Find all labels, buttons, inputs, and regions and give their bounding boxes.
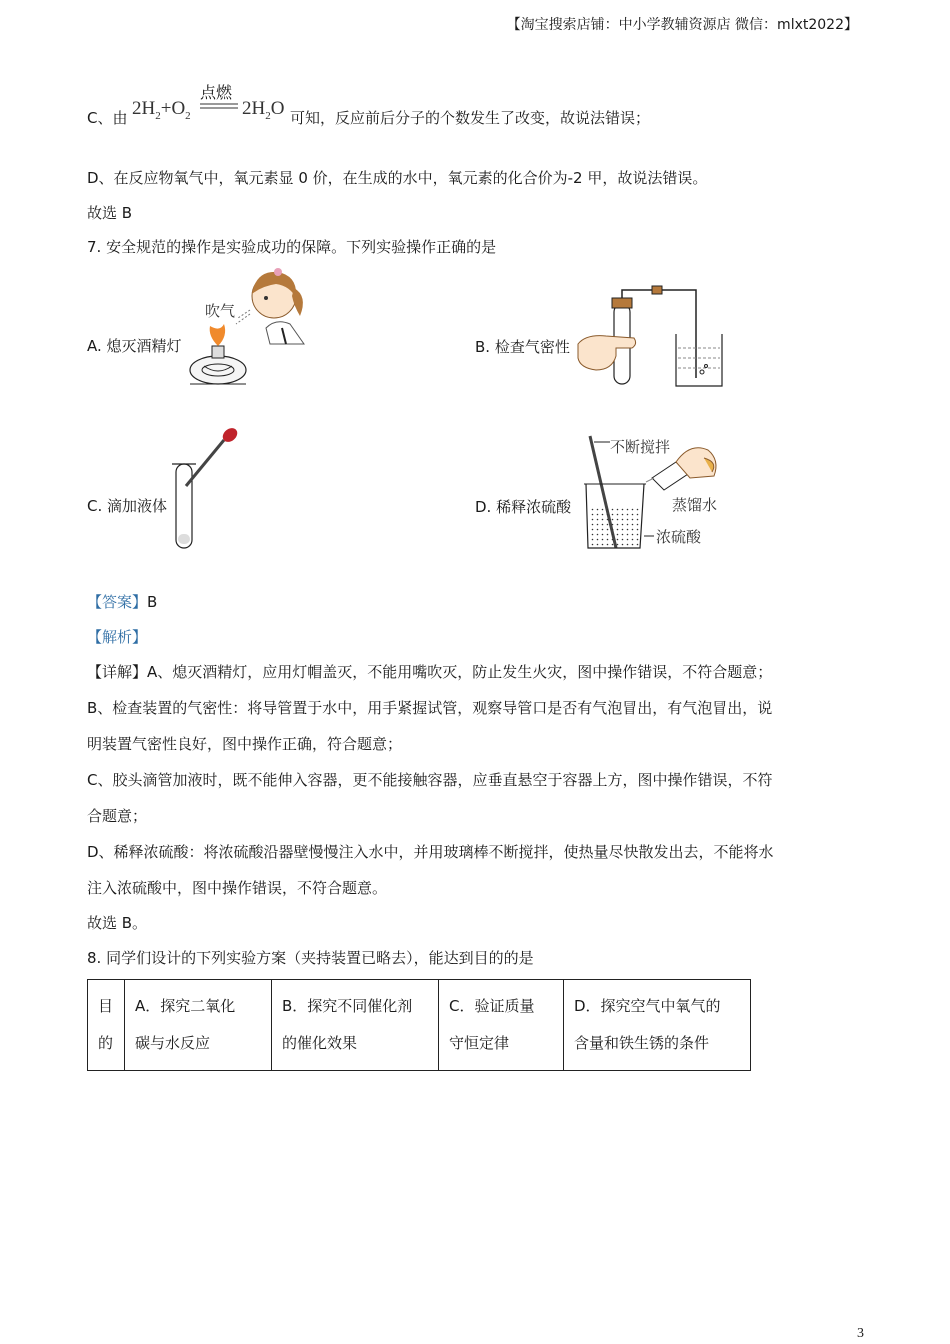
table-cell-a: A．探究二氧化 碳与水反应	[125, 980, 272, 1071]
q8-options-table	[87, 979, 751, 1071]
page-number: 3	[857, 1326, 864, 1341]
q6-option-c-prefix: C、由	[87, 109, 128, 127]
answer-value: B	[147, 593, 158, 611]
q6-option-c-suffix: 可知，反应前后分子的个数发生了改变，故说法错误；	[290, 109, 651, 127]
detail-a: 【详解】A、熄灭酒精灯，应用灯帽盖灭，不能用嘴吹灭，防止发生火灾，图中操作错误，不符合题意；	[87, 663, 773, 681]
dropper-figure	[168, 426, 243, 551]
detail-d-line2: 注入浓硫酸中，图中操作错误，不符合题意。	[87, 879, 388, 897]
equation-condition: 点燃	[200, 83, 233, 102]
table-cell-b: B．探究不同催化剂 的催化效果	[272, 980, 439, 1071]
equation-right: $2H_2O$	[242, 98, 285, 122]
q7-stem: 7. 安全规范的操作是实验成功的保障。下列实验操作正确的是	[87, 238, 497, 256]
q6-option-d: D、在反应物氧气中，氧元素显 0 价，在生成的水中，氧元素的化合价为-2 甲，故说法错误。	[87, 169, 708, 187]
answer-line	[87, 592, 157, 612]
detail-d-line1: D、稀释浓硫酸：将浓硫酸沿器壁慢慢注入水中，并用玻璃棒不断搅拌，使热量尽快散发出去，不能将水	[87, 843, 774, 861]
concentrated-acid-label: 浓硫酸	[656, 528, 702, 546]
table-cell-d: D．探究空气中氧气的 含量和铁生锈的条件	[564, 980, 751, 1071]
table-cell-c: C．验证质量 守恒定律	[439, 980, 564, 1071]
page-header: 【淘宝搜索店铺：中小学教辅资源店 微信：mlxt2022】	[506, 17, 858, 33]
q7-option-c-label: C. 滴加液体	[87, 497, 168, 515]
chemical-equation	[132, 80, 292, 130]
airtightness-check-figure	[576, 282, 726, 390]
q7-option-a-label: A. 熄灭酒精灯	[87, 337, 182, 355]
equation-left: $2H_2+O_2$	[132, 98, 191, 122]
detail-b-line1: B、检查装置的气密性：将导管置于水中，用手紧握试管，观察导管口是否有气泡冒出，有气泡冒出，说	[87, 699, 773, 717]
detail-b-line2: 明装置气密性良好，图中操作正确，符合题意；	[87, 735, 403, 753]
distilled-water-label: 蒸馏水	[672, 496, 718, 514]
detail-c-line1: C、胶头滴管加液时，既不能伸入容器，更不能接触容器，应垂直悬空于容器上方，图中操作错误，不符	[87, 771, 773, 789]
alcohol-lamp-figure	[186, 266, 311, 391]
q7-choice: 故选 B。	[87, 914, 148, 932]
detail-tag: 【详解】	[87, 663, 148, 681]
answer-tag: 【答案】	[87, 593, 148, 611]
blow-air-label: 吹气	[205, 302, 236, 320]
analysis-tag: 【解析】	[87, 628, 148, 646]
q6-choice: 故选 B	[87, 204, 133, 222]
detail-c-line2: 合题意；	[87, 807, 148, 825]
q7-option-d-label: D. 稀释浓硫酸	[475, 498, 572, 516]
stir-label: 不断搅拌	[610, 438, 671, 456]
q8-stem: 8. 同学们设计的下列实验方案（夹持装置已略去），能达到目的的是	[87, 949, 534, 967]
q7-option-b-label: B. 检查气密性	[475, 338, 570, 356]
equation-double-line	[200, 102, 240, 110]
table-head-cell: 目 的	[88, 980, 125, 1071]
